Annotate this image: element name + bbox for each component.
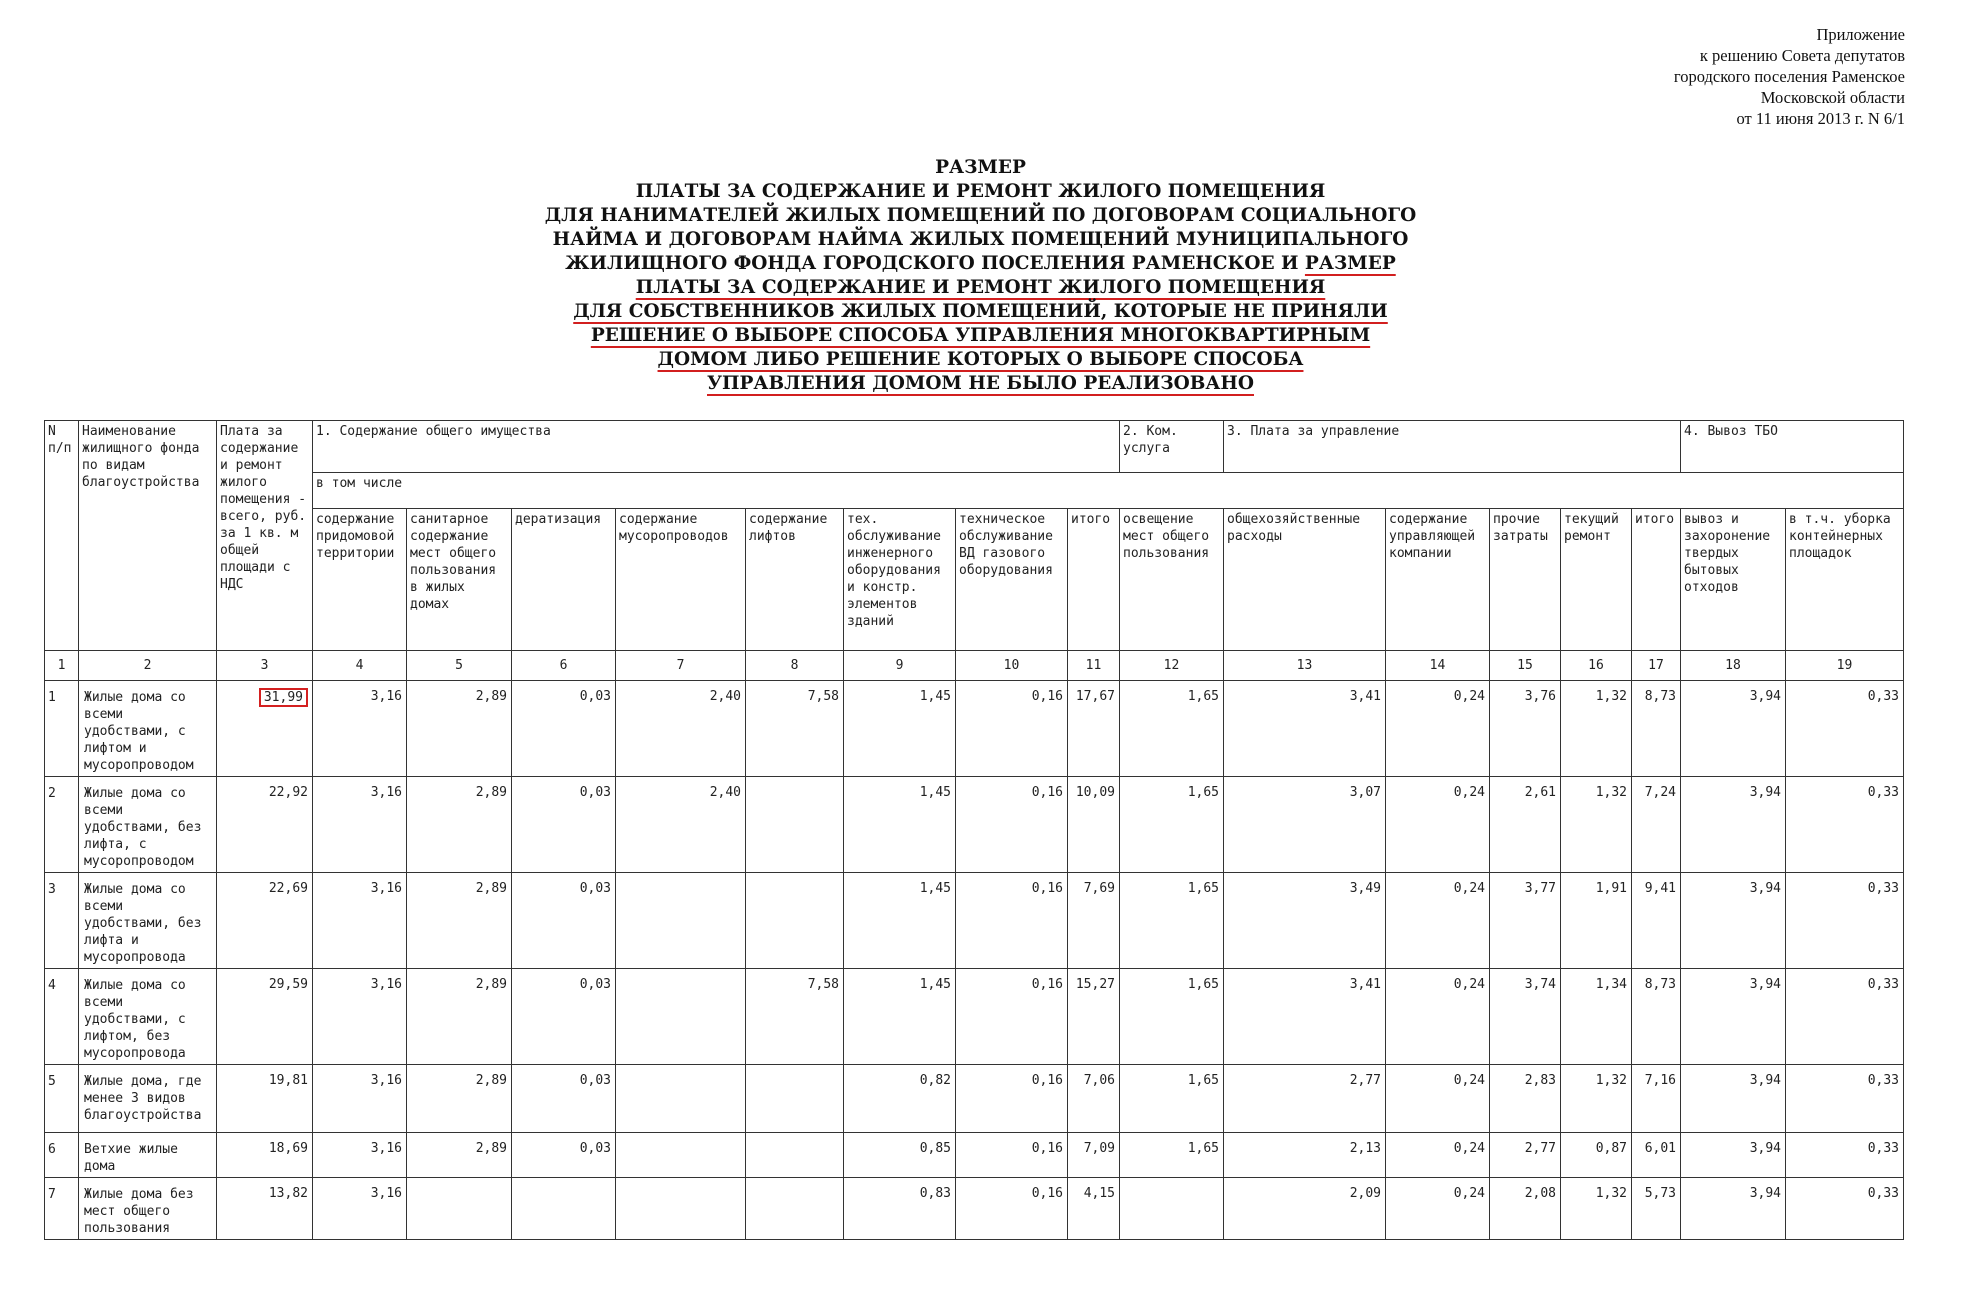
header-group-2: 2. Ком. услуга [1120, 421, 1224, 473]
column-number-cell: 1 [45, 651, 79, 681]
value-cell: 5,73 [1632, 1178, 1681, 1240]
value-cell: 2,40 [616, 777, 746, 873]
document-title [0, 156, 1961, 396]
column-number-cell: 7 [616, 651, 746, 681]
column-number-cell: 15 [1490, 651, 1561, 681]
subheader-cell: содержание лифтов [746, 509, 844, 651]
value-cell [746, 1065, 844, 1133]
value-cell: 0,24 [1386, 1133, 1490, 1178]
header-name: Наименование жилищного фонда по видам благоустройства [79, 421, 217, 651]
value-cell: 1,65 [1120, 681, 1224, 777]
subheader-cell: текущий ремонт [1561, 509, 1632, 651]
header-row-numbers [45, 651, 1904, 681]
column-number-cell: 13 [1224, 651, 1386, 681]
value-cell: 1,45 [844, 681, 956, 777]
row-name-cell: Жилые дома без мест общего пользования [79, 1178, 217, 1240]
table-row [45, 1178, 1904, 1240]
value-cell: 1,45 [844, 777, 956, 873]
value-cell: 2,40 [616, 681, 746, 777]
value-cell: 7,09 [1068, 1133, 1120, 1178]
value-cell: 0,16 [956, 1178, 1068, 1240]
value-cell: 13,82 [217, 1178, 313, 1240]
value-cell: 0,03 [512, 681, 616, 777]
column-number-cell: 12 [1120, 651, 1224, 681]
title-line [0, 348, 1961, 372]
fee-table-container [44, 420, 1904, 1240]
value-cell: 2,89 [407, 873, 512, 969]
value-cell [746, 1178, 844, 1240]
value-cell: 3,16 [313, 873, 407, 969]
value-cell: 0,24 [1386, 1065, 1490, 1133]
header-row-subcolumns [45, 509, 1904, 651]
value-cell: 0,03 [512, 777, 616, 873]
value-cell: 8,73 [1632, 681, 1681, 777]
value-cell: 3,94 [1681, 969, 1786, 1065]
title-line: РАЗМЕР [935, 157, 1026, 178]
value-cell: 7,06 [1068, 1065, 1120, 1133]
value-cell: 0,16 [956, 1133, 1068, 1178]
value-cell: 0,24 [1386, 1178, 1490, 1240]
value-cell: 0,33 [1786, 969, 1904, 1065]
row-name-cell: Жилые дома, где менее 3 видов благоустройства [79, 1065, 217, 1133]
row-number-cell: 6 [45, 1133, 79, 1178]
column-number-cell: 14 [1386, 651, 1490, 681]
appendix-note [1674, 24, 1905, 129]
subheader-cell: дератизация [512, 509, 616, 651]
value-cell: 1,65 [1120, 1065, 1224, 1133]
value-cell [616, 873, 746, 969]
row-name-cell: Жилые дома со всеми удобствами, без лифта и мусоропровода [79, 873, 217, 969]
value-cell: 2,61 [1490, 777, 1561, 873]
subheader-cell: содержание управляющей компании [1386, 509, 1490, 651]
row-number-cell: 3 [45, 873, 79, 969]
table-row [45, 873, 1904, 969]
table-row [45, 777, 1904, 873]
value-cell [217, 681, 313, 777]
column-number-cell: 3 [217, 651, 313, 681]
underlined-text: УПРАВЛЕНИЯ ДОМОМ НЕ БЫЛО РЕАЛИЗОВАНО [707, 373, 1254, 394]
row-number-cell: 7 [45, 1178, 79, 1240]
value-cell: 3,16 [313, 777, 407, 873]
value-cell: 1,65 [1120, 873, 1224, 969]
header-row-groups [45, 421, 1904, 473]
value-cell: 7,58 [746, 681, 844, 777]
title-line [0, 372, 1961, 396]
value-cell: 3,94 [1681, 1065, 1786, 1133]
underlined-text: ДОМОМ ЛИБО РЕШЕНИЕ КОТОРЫХ О ВЫБОРЕ СПОСОБА [657, 349, 1304, 370]
value-cell: 2,08 [1490, 1178, 1561, 1240]
value-cell: 10,09 [1068, 777, 1120, 873]
value-cell: 0,33 [1786, 1178, 1904, 1240]
value-cell: 2,77 [1224, 1065, 1386, 1133]
column-number-cell: 8 [746, 651, 844, 681]
appendix-line: Приложение [1816, 25, 1905, 44]
value-cell: 3,16 [313, 969, 407, 1065]
value-cell [616, 1133, 746, 1178]
row-number-cell: 1 [45, 681, 79, 777]
row-number-cell: 5 [45, 1065, 79, 1133]
fee-table [44, 420, 1904, 1240]
column-number-cell: 10 [956, 651, 1068, 681]
value-cell: 3,74 [1490, 969, 1561, 1065]
table-row [45, 681, 1904, 777]
subheader-cell: итого [1632, 509, 1681, 651]
subheader-cell: итого [1068, 509, 1120, 651]
value-cell: 0,16 [956, 873, 1068, 969]
underlined-text: ДЛЯ СОБСТВЕННИКОВ ЖИЛЫХ ПОМЕЩЕНИЙ, КОТОРЫЕ НЕ ПРИНЯЛИ [573, 301, 1388, 322]
value-cell: 0,16 [956, 777, 1068, 873]
highlighted-value: 31,99 [259, 688, 308, 707]
value-cell: 1,65 [1120, 777, 1224, 873]
value-cell: 2,89 [407, 969, 512, 1065]
value-cell: 1,32 [1561, 1065, 1632, 1133]
value-cell: 0,85 [844, 1133, 956, 1178]
value-cell: 3,16 [313, 1065, 407, 1133]
value-cell: 0,33 [1786, 681, 1904, 777]
value-cell: 0,24 [1386, 873, 1490, 969]
value-cell: 0,03 [512, 969, 616, 1065]
value-cell: 0,24 [1386, 681, 1490, 777]
header-group-4: 4. Вывоз ТБО [1681, 421, 1904, 473]
subheader-cell: общехозяйственные расходы [1224, 509, 1386, 651]
value-cell: 2,89 [407, 777, 512, 873]
header-row-incl [45, 473, 1904, 509]
underlined-text: ПЛАТЫ ЗА СОДЕРЖАНИЕ И РЕМОНТ ЖИЛОГО ПОМЕЩЕНИЯ [635, 277, 1326, 298]
value-cell: 2,09 [1224, 1178, 1386, 1240]
column-number-cell: 18 [1681, 651, 1786, 681]
column-number-cell: 19 [1786, 651, 1904, 681]
column-number-cell: 4 [313, 651, 407, 681]
value-cell: 0,33 [1786, 873, 1904, 969]
value-cell: 1,91 [1561, 873, 1632, 969]
value-cell: 4,15 [1068, 1178, 1120, 1240]
value-cell [616, 1178, 746, 1240]
value-cell: 1,45 [844, 969, 956, 1065]
value-cell [512, 1178, 616, 1240]
value-cell: 0,33 [1786, 1133, 1904, 1178]
value-cell [746, 873, 844, 969]
appendix-line: к решению Совета депутатов [1699, 46, 1905, 65]
value-cell: 3,49 [1224, 873, 1386, 969]
value-cell: 0,16 [956, 681, 1068, 777]
value-cell: 22,92 [217, 777, 313, 873]
value-cell: 7,24 [1632, 777, 1681, 873]
value-cell: 9,41 [1632, 873, 1681, 969]
title-line: ПЛАТЫ ЗА СОДЕРЖАНИЕ И РЕМОНТ ЖИЛОГО ПОМЕЩЕНИЯ [635, 181, 1326, 202]
title-line: ДЛЯ НАНИМАТЕЛЕЙ ЖИЛЫХ ПОМЕЩЕНИЙ ПО ДОГОВОРАМ СОЦИАЛЬНОГО [544, 205, 1417, 226]
value-cell: 17,67 [1068, 681, 1120, 777]
column-number-cell: 16 [1561, 651, 1632, 681]
appendix-line: городского поселения Раменское [1673, 67, 1905, 86]
value-cell: 0,03 [512, 1133, 616, 1178]
column-number-cell: 9 [844, 651, 956, 681]
header-total-fee: Плата за содержание и ремонт жилого помещения - всего, руб. за 1 кв. м общей площади с НДС [217, 421, 313, 651]
value-cell: 3,16 [313, 1133, 407, 1178]
value-cell: 3,41 [1224, 969, 1386, 1065]
subheader-cell: освещение мест общего пользования [1120, 509, 1224, 651]
value-cell: 0,87 [1561, 1133, 1632, 1178]
value-cell [407, 1178, 512, 1240]
value-cell: 6,01 [1632, 1133, 1681, 1178]
subheader-cell: прочие затраты [1490, 509, 1561, 651]
row-number-cell: 2 [45, 777, 79, 873]
value-cell: 7,58 [746, 969, 844, 1065]
value-cell: 1,65 [1120, 1133, 1224, 1178]
value-cell: 15,27 [1068, 969, 1120, 1065]
value-cell: 0,33 [1786, 777, 1904, 873]
value-cell: 3,41 [1224, 681, 1386, 777]
value-cell: 3,94 [1681, 777, 1786, 873]
value-cell: 29,59 [217, 969, 313, 1065]
value-cell: 0,03 [512, 873, 616, 969]
subheader-cell: содержание мусоропроводов [616, 509, 746, 651]
value-cell: 3,07 [1224, 777, 1386, 873]
title-line [0, 252, 1961, 276]
value-cell: 2,77 [1490, 1133, 1561, 1178]
value-cell: 1,32 [1561, 1178, 1632, 1240]
column-number-cell: 6 [512, 651, 616, 681]
value-cell: 18,69 [217, 1133, 313, 1178]
table-row [45, 969, 1904, 1065]
value-cell: 2,89 [407, 1065, 512, 1133]
value-cell: 8,73 [1632, 969, 1681, 1065]
value-cell: 2,89 [407, 1133, 512, 1178]
title-line [0, 324, 1961, 348]
subheader-cell: в т.ч. уборка контейнерных площадок [1786, 509, 1904, 651]
value-cell [616, 1065, 746, 1133]
value-cell [616, 969, 746, 1065]
value-cell: 3,94 [1681, 1178, 1786, 1240]
value-cell: 7,16 [1632, 1065, 1681, 1133]
title-line [0, 276, 1961, 300]
value-cell: 0,83 [844, 1178, 956, 1240]
subheader-cell: вывоз и захоронение твердых бытовых отходов [1681, 509, 1786, 651]
value-cell [1120, 1178, 1224, 1240]
value-cell: 7,69 [1068, 873, 1120, 969]
subheader-cell: содержание придомовой территории [313, 509, 407, 651]
appendix-line: Московской области [1760, 88, 1905, 107]
row-name-cell: Ветхие жилые дома [79, 1133, 217, 1178]
row-name-cell: Жилые дома со всеми удобствами, с лифтом, без мусоропровода [79, 969, 217, 1065]
subheader-cell: тех. обслуживание инженерного оборудования и констр. элементов зданий [844, 509, 956, 651]
subheader-cell: санитарное содержание мест общего пользования в жилых домах [407, 509, 512, 651]
subheader-cell: техническое обслуживание ВД газового оборудования [956, 509, 1068, 651]
value-cell: 1,32 [1561, 681, 1632, 777]
value-cell: 3,94 [1681, 1133, 1786, 1178]
value-cell: 1,65 [1120, 969, 1224, 1065]
value-cell: 1,45 [844, 873, 956, 969]
row-number-cell: 4 [45, 969, 79, 1065]
value-cell: 0,82 [844, 1065, 956, 1133]
column-number-cell: 11 [1068, 651, 1120, 681]
title-line [0, 300, 1961, 324]
table-row [45, 1133, 1904, 1178]
column-number-cell: 17 [1632, 651, 1681, 681]
title-line-part: ЖИЛИЩНОГО ФОНДА ГОРОДСКОГО ПОСЕЛЕНИЯ РАМЕНСКОЕ И [565, 253, 1305, 274]
value-cell [746, 1133, 844, 1178]
value-cell: 3,77 [1490, 873, 1561, 969]
header-including: в том числе [313, 473, 1904, 509]
value-cell: 0,24 [1386, 969, 1490, 1065]
underlined-text: РАЗМЕР [1304, 253, 1396, 274]
header-np: N п/п [45, 421, 79, 651]
value-cell: 19,81 [217, 1065, 313, 1133]
table-row [45, 1065, 1904, 1133]
value-cell: 0,33 [1786, 1065, 1904, 1133]
value-cell: 0,16 [956, 1065, 1068, 1133]
value-cell: 3,16 [313, 681, 407, 777]
value-cell: 3,94 [1681, 873, 1786, 969]
value-cell: 2,89 [407, 681, 512, 777]
value-cell: 0,16 [956, 969, 1068, 1065]
header-group-1: 1. Содержание общего имущества [313, 421, 1120, 473]
underlined-text: РЕШЕНИЕ О ВЫБОРЕ СПОСОБА УПРАВЛЕНИЯ МНОГОКВАРТИРНЫМ [590, 325, 1371, 346]
value-cell: 2,83 [1490, 1065, 1561, 1133]
value-cell: 3,16 [313, 1178, 407, 1240]
appendix-line: от 11 июня 2013 г. N 6/1 [1736, 109, 1905, 128]
value-cell: 1,32 [1561, 777, 1632, 873]
header-group-3: 3. Плата за управление [1224, 421, 1681, 473]
column-number-cell: 2 [79, 651, 217, 681]
row-name-cell: Жилые дома со всеми удобствами, с лифтом и мусоропроводом [79, 681, 217, 777]
value-cell [746, 777, 844, 873]
value-cell: 1,34 [1561, 969, 1632, 1065]
value-cell: 22,69 [217, 873, 313, 969]
value-cell: 0,03 [512, 1065, 616, 1133]
value-cell: 3,76 [1490, 681, 1561, 777]
value-cell: 0,24 [1386, 777, 1490, 873]
value-cell: 3,94 [1681, 681, 1786, 777]
column-number-cell: 5 [407, 651, 512, 681]
title-line: НАЙМА И ДОГОВОРАМ НАЙМА ЖИЛЫХ ПОМЕЩЕНИЙ МУНИЦИПАЛЬНОГО [552, 229, 1409, 250]
row-name-cell: Жилые дома со всеми удобствами, без лифта, с мусоропроводом [79, 777, 217, 873]
value-cell: 2,13 [1224, 1133, 1386, 1178]
